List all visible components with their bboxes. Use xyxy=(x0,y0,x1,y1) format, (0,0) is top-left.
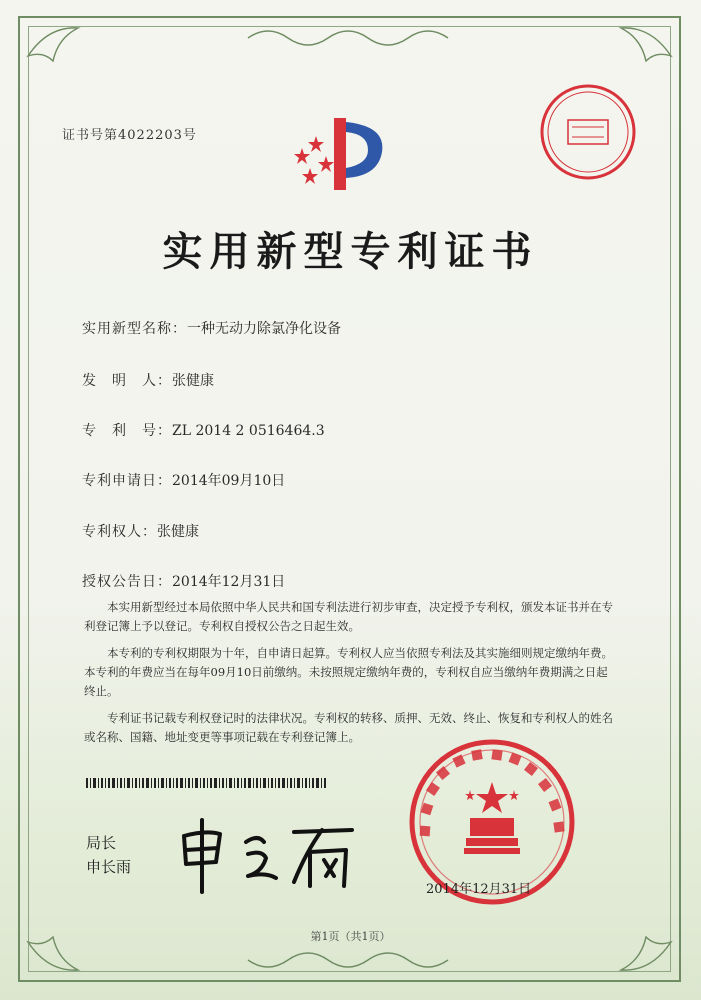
inventor-value: 张健康 xyxy=(172,373,214,389)
agency-seal xyxy=(538,82,638,182)
certificate-body xyxy=(84,598,614,747)
barcode xyxy=(86,778,326,788)
announcement-date-value: 2014年12月31日 xyxy=(172,574,286,590)
page-number: 第1页（共1页） xyxy=(310,930,391,943)
filing-date-value: 2014年09月10日 xyxy=(172,473,286,489)
director-title: 局长 xyxy=(86,834,117,852)
inventor-label: 发 明 人： xyxy=(82,373,172,389)
patent-number-value: ZL 2014 2 0516464.3 xyxy=(172,423,325,439)
certificate-title: 实用新型专利证书 xyxy=(162,228,539,275)
patentee-row xyxy=(82,521,199,541)
patent-number-label: 专 利 号： xyxy=(82,423,172,439)
announcement-date-label: 授权公告日： xyxy=(82,574,172,590)
filing-date-label: 专利申请日： xyxy=(82,473,172,489)
body-paragraph-term: 本专利的专利权期限为十年，自申请日起算。专利权人应当依照专利法及其实施细则规定缴纳年费。本专利的年费应当在每年09月10日前缴纳。未按照规定缴纳年费的，专利权自应当缴纳年费期满之日起终止。 xyxy=(84,646,613,698)
utility-model-name-value: 一种无动力除氯净化设备 xyxy=(187,321,341,337)
patentee-label: 专利权人： xyxy=(82,524,157,540)
patent-number-row xyxy=(82,420,325,440)
certificate-number: 证书号第4022203号 xyxy=(62,128,197,143)
patentee-value: 张健康 xyxy=(157,524,199,540)
utility-model-name-label: 实用新型名称： xyxy=(82,321,187,337)
director-signature xyxy=(176,812,362,896)
filing-date-row xyxy=(82,470,285,490)
announcement-date-row xyxy=(82,571,285,591)
seal-date: 2014年12月31日 xyxy=(426,882,532,897)
patent-office-logo xyxy=(290,112,390,196)
utility-model-name-row xyxy=(82,318,341,338)
director-name: 申长雨 xyxy=(86,858,132,876)
body-paragraph-grant: 本实用新型经过本局依照中华人民共和国专利法进行初步审查，决定授予专利权，颁发本证书并在专利登记簿上予以登记。专利权自授权公告之日起生效。 xyxy=(84,600,613,633)
inventor-row xyxy=(82,370,214,390)
body-paragraph-legal-status: 专利证书记载专利权登记时的法律状况。专利权的转移、质押、无效、终止、恢复和专利权人的姓名或名称、国籍、地址变更等事项记载在专利登记簿上。 xyxy=(84,711,613,744)
